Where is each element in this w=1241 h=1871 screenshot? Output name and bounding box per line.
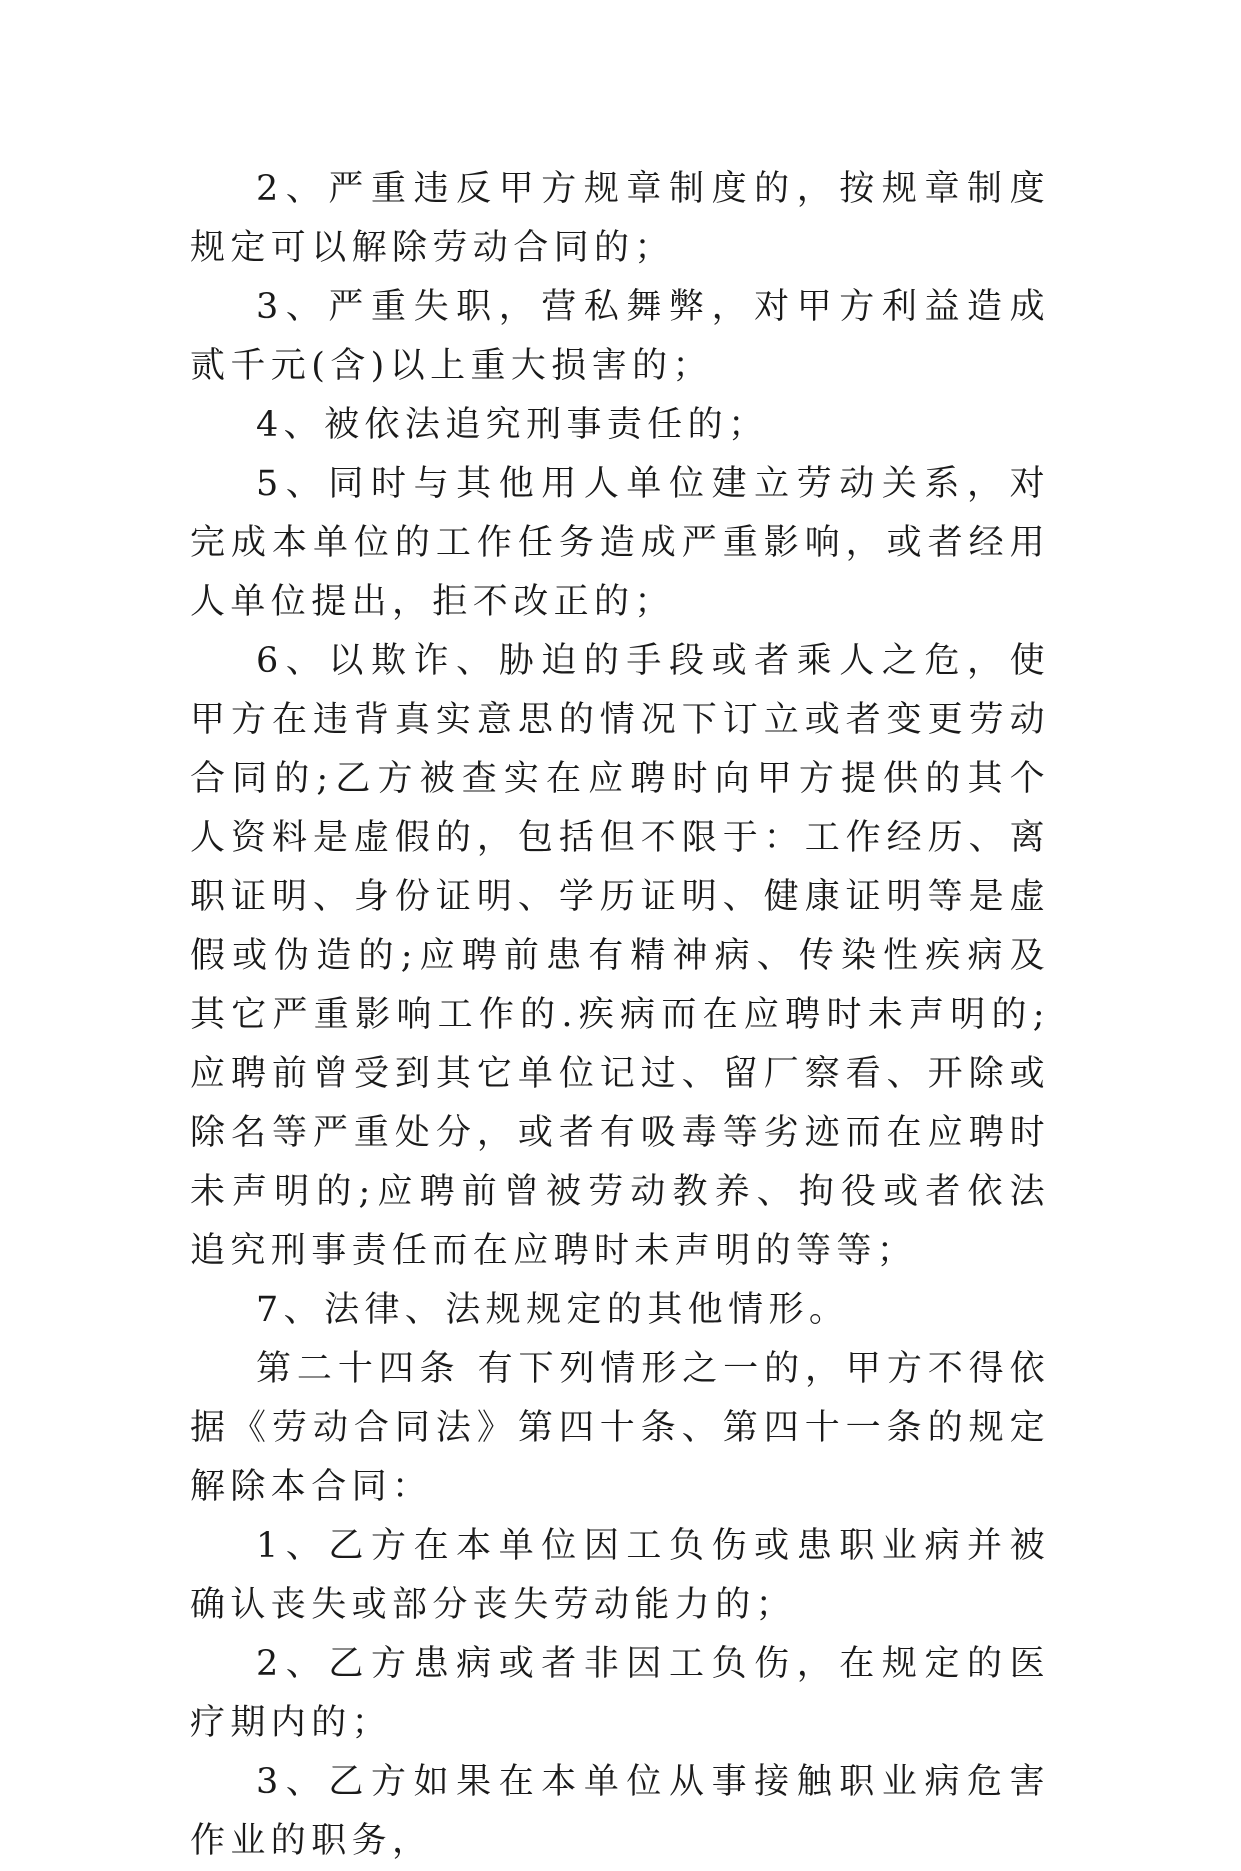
paragraph-article-24-item-1: 1、乙方在本单位因工负伤或患职业病并被确认丧失或部分丧失劳动能力的； — [190, 1526, 1050, 1625]
paragraph-article-24: 第二十四条 有下列情形之一的，甲方不得依据《劳动合同法》第四十条、第四十一条的规定解除本合同： — [190, 1349, 1050, 1507]
paragraph-clause-6: 6、以欺诈、胁迫的手段或者乘人之危，使甲方在违背真实意思的情况下订立或者变更劳动合同的;乙方被查实在应聘时向甲方提供的其个人资料是虚假的，包括但不限于：工作经历、离职证明、身份证明、学历证明、健康证明等是虚假或伪造的;应聘前患有精神病、传染性疾病及其它严重影响工作的.疾病而在应聘时未声明的;应聘前曾受到其它单位记过、留厂察看、开除或除名等严重处分，或者有吸毒等劣迹而在应聘时未声明的;应聘前曾被劳动教养、拘役或者依法追究刑事责任而在应聘时未声明的等等； — [190, 641, 1050, 1271]
paragraph-clause-7: 7、法律、法规规定的其他情形。 — [256, 1290, 850, 1330]
paragraph-clause-5: 5、同时与其他用人单位建立劳动关系，对完成本单位的工作任务造成严重影响，或者经用人单位提出，拒不改正的； — [190, 464, 1050, 622]
paragraph-clause-3: 3、严重失职，营私舞弊，对甲方利益造成贰千元(含)以上重大损害的； — [190, 287, 1050, 386]
paragraph-clause-4: 4、被依法追究刑事责任的； — [256, 405, 769, 445]
document-body — [190, 160, 1050, 1871]
paragraph-article-24-item-2: 2、乙方患病或者非因工负伤，在规定的医疗期内的； — [190, 1644, 1050, 1743]
paragraph-article-24-item-3: 3、乙方如果在本单位从事接触职业病危害作业的职务， — [190, 1762, 1050, 1861]
paragraph-clause-2: 2、严重违反甲方规章制度的，按规章制度规定可以解除劳动合同的； — [190, 169, 1050, 268]
